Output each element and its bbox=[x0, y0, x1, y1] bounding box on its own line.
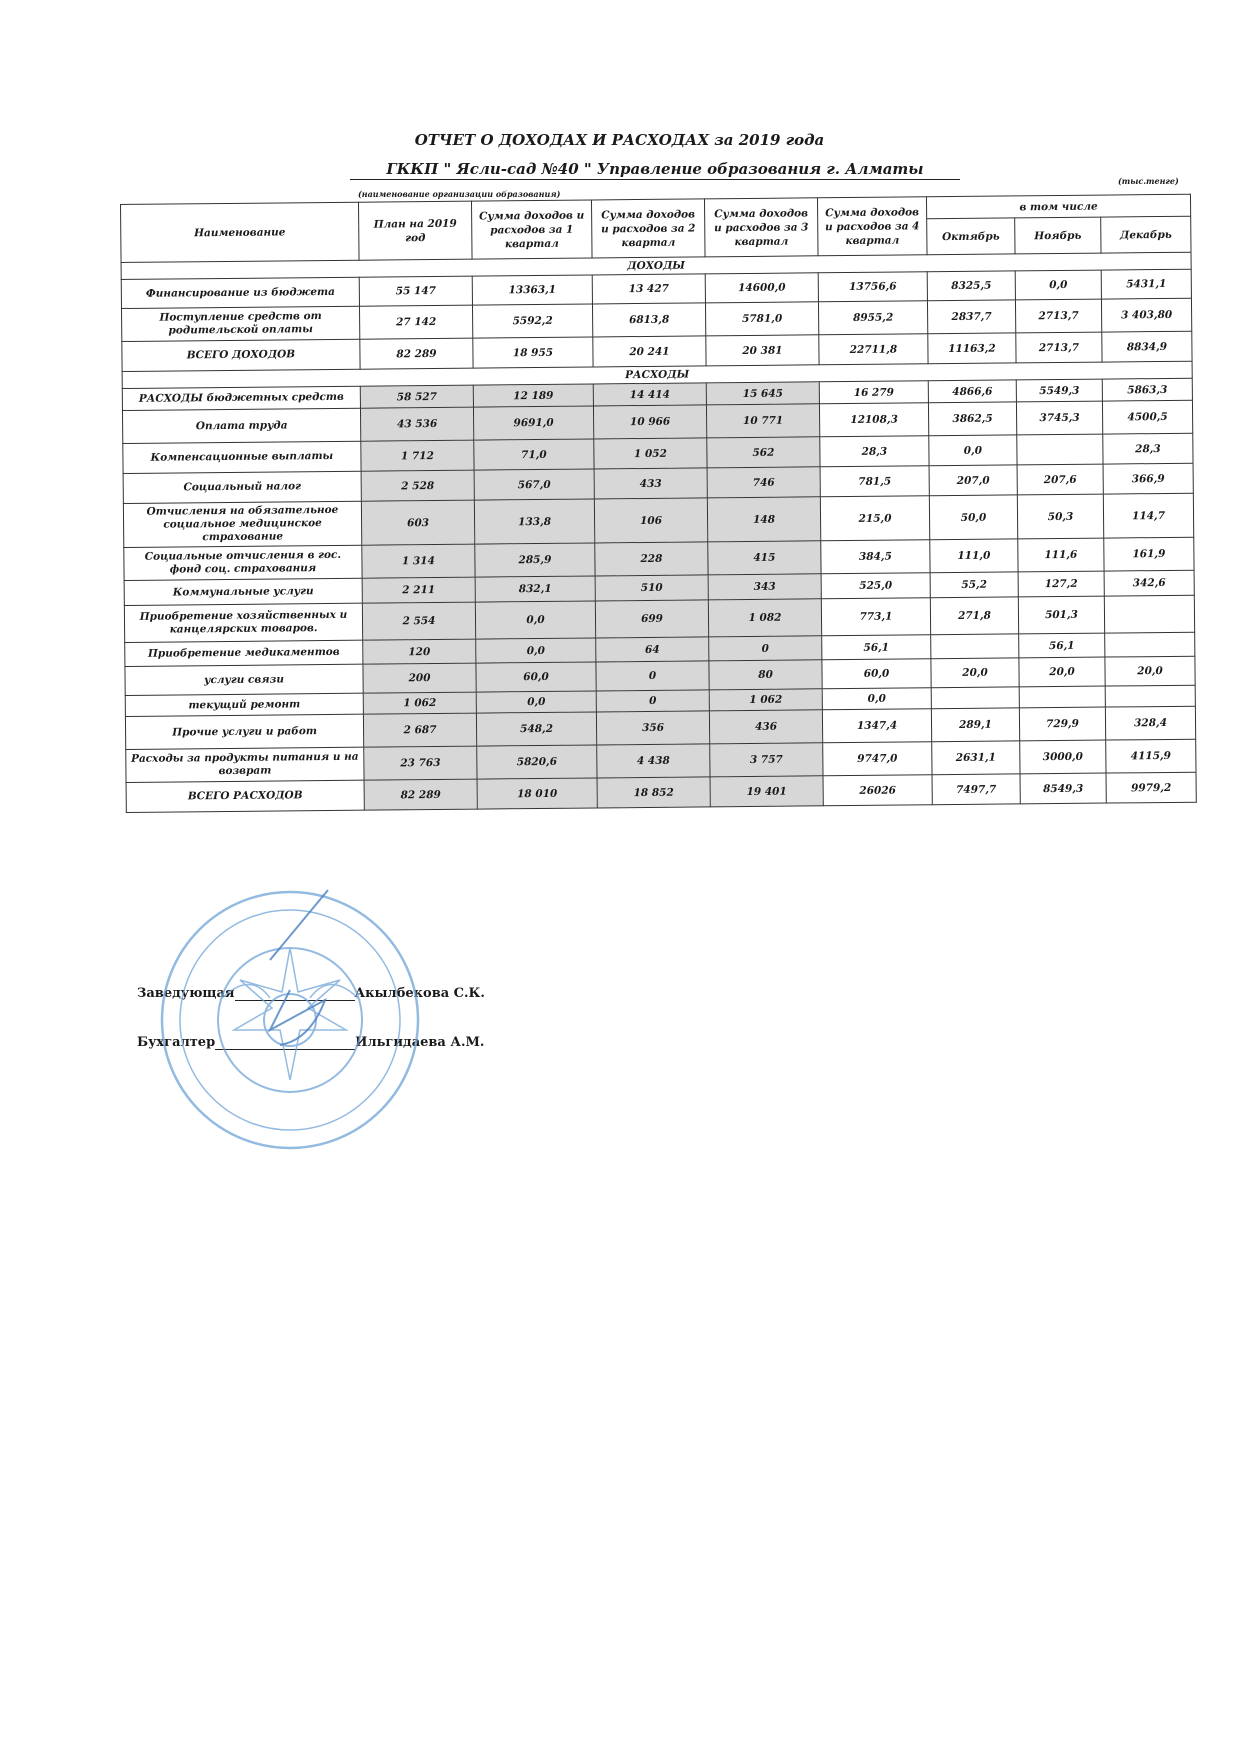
expense-cell: 603 bbox=[361, 500, 474, 545]
expense-cell: 562 bbox=[707, 437, 820, 468]
organization-name: ГККП " Ясли-сад №40 " Управление образования г. Алматы bbox=[350, 160, 960, 180]
expense-cell: 746 bbox=[707, 467, 820, 498]
income-expense-table bbox=[120, 194, 1197, 813]
expense-cell: 356 bbox=[596, 711, 709, 745]
expense-row-label: Оплата труда bbox=[122, 408, 360, 443]
expense-cell: 9979,2 bbox=[1106, 772, 1196, 803]
expense-cell: 4500,5 bbox=[1102, 400, 1192, 434]
income-cell: 13363,1 bbox=[472, 275, 592, 305]
expense-cell bbox=[931, 687, 1019, 709]
income-row-label: Финансирование из бюджета bbox=[121, 277, 359, 308]
income-cell: 20 381 bbox=[706, 335, 819, 366]
income-cell: 22711,8 bbox=[819, 334, 928, 365]
expense-row-label: Расходы за продукты питания и на возврат bbox=[126, 747, 364, 782]
header-name: Наименование bbox=[121, 202, 360, 262]
header-plan: План на 2019 год bbox=[358, 201, 472, 260]
income-cell: 27 142 bbox=[359, 305, 472, 339]
expense-cell: 773,1 bbox=[821, 598, 930, 636]
expense-cell: 161,9 bbox=[1104, 537, 1194, 571]
expense-row-label: Отчисления на обязательное социальное медицинское страхование bbox=[123, 501, 361, 547]
expense-cell: 343 bbox=[708, 574, 821, 600]
income-cell: 82 289 bbox=[360, 338, 473, 369]
income-cell: 8955,2 bbox=[818, 301, 927, 335]
expense-cell: 148 bbox=[707, 497, 820, 542]
expense-cell: 200 bbox=[363, 663, 476, 693]
expense-cell: 415 bbox=[708, 541, 821, 575]
expense-cell bbox=[1104, 595, 1194, 633]
expense-row-label: РАСХОДЫ бюджетных средств bbox=[122, 386, 360, 410]
header-november: Ноябрь bbox=[1015, 217, 1101, 254]
expense-row-label: услуги связи bbox=[125, 664, 363, 695]
expense-cell: 215,0 bbox=[820, 496, 929, 541]
expense-cell: 19 401 bbox=[710, 776, 823, 807]
units-label: (тыс.тенге) bbox=[1118, 176, 1179, 186]
expense-cell: 0,0 bbox=[476, 638, 596, 663]
expense-cell: 120 bbox=[363, 639, 476, 664]
income-cell: 13756,6 bbox=[818, 272, 927, 302]
expense-cell: 0,0 bbox=[822, 688, 931, 710]
expense-cell: 9691,0 bbox=[473, 406, 593, 440]
expense-cell: 2 554 bbox=[362, 602, 475, 640]
expense-cell: 12 189 bbox=[473, 384, 593, 407]
expense-cell: 1 314 bbox=[362, 544, 475, 578]
head-name: Акылбекова С.К. bbox=[354, 986, 485, 1001]
expense-cell: 55,2 bbox=[930, 572, 1018, 598]
expense-cell: 8549,3 bbox=[1020, 773, 1106, 804]
expense-cell: 111,6 bbox=[1018, 538, 1104, 572]
header-including: в том числе bbox=[926, 194, 1190, 219]
expense-cell: 7497,7 bbox=[932, 774, 1020, 805]
expense-cell: 366,9 bbox=[1103, 463, 1193, 494]
official-seal bbox=[150, 880, 430, 1160]
expense-cell: 127,2 bbox=[1018, 571, 1104, 597]
expense-cell: 0,0 bbox=[929, 435, 1017, 466]
expense-row-label: Коммунальные услуги bbox=[124, 578, 362, 605]
expense-cell: 0 bbox=[596, 661, 709, 691]
expense-cell: 56,1 bbox=[1019, 633, 1105, 658]
expense-cell: 14 414 bbox=[593, 383, 706, 406]
income-cell: 55 147 bbox=[359, 276, 472, 306]
expense-cell: 60,0 bbox=[476, 662, 596, 692]
expense-cell: 4866,6 bbox=[928, 380, 1016, 403]
expense-cell: 501,3 bbox=[1018, 596, 1104, 634]
section-expense: РАСХОДЫ bbox=[122, 361, 1192, 388]
income-cell: 11163,2 bbox=[928, 333, 1016, 364]
expense-cell: 26026 bbox=[823, 775, 932, 806]
expense-cell: 5820,6 bbox=[477, 745, 597, 779]
expense-cell: 71,0 bbox=[474, 439, 594, 470]
expense-row-label: Приобретение хозяйственных и канцелярских товаров. bbox=[124, 603, 362, 642]
expense-cell: 15 645 bbox=[706, 382, 819, 405]
report-title: ОТЧЕТ О ДОХОДАХ И РАСХОДАХ за 2019 года bbox=[414, 131, 825, 149]
income-row-label: ВСЕГО ДОХОДОВ bbox=[122, 339, 360, 371]
expense-cell: 5549,3 bbox=[1016, 379, 1102, 402]
expense-cell: 58 527 bbox=[360, 385, 473, 408]
expense-cell: 342,6 bbox=[1104, 570, 1194, 596]
expense-cell: 1 082 bbox=[708, 599, 821, 637]
income-cell: 14600,0 bbox=[705, 273, 818, 303]
expense-cell: 43 536 bbox=[360, 407, 473, 441]
expense-cell: 111,0 bbox=[930, 539, 1018, 573]
expense-cell: 28,3 bbox=[820, 436, 929, 467]
expense-cell: 525,0 bbox=[821, 573, 930, 599]
header-october: Октябрь bbox=[927, 218, 1015, 255]
expense-cell: 548,2 bbox=[476, 712, 596, 746]
expense-cell: 0,0 bbox=[475, 601, 595, 639]
expense-cell: 0 bbox=[596, 690, 709, 712]
expense-cell: 23 763 bbox=[364, 746, 477, 780]
expense-row-label: Социальный налог bbox=[123, 471, 361, 503]
expense-cell: 2 528 bbox=[361, 470, 474, 501]
expense-row-label: Социальные отчисления в гос. фонд соц. страхования bbox=[124, 545, 362, 580]
expense-cell: 436 bbox=[709, 710, 822, 744]
expense-row-label: ВСЕГО РАСХОДОВ bbox=[126, 780, 364, 812]
expense-row-label: Приобретение медикаментов bbox=[125, 640, 363, 666]
expense-cell: 1 062 bbox=[709, 689, 822, 711]
expense-cell: 1 712 bbox=[361, 440, 474, 471]
header-q3: Сумма доходов и расходов за 3 квартал bbox=[704, 198, 818, 257]
expense-cell: 50,0 bbox=[929, 495, 1017, 540]
income-cell: 2713,7 bbox=[1016, 332, 1102, 363]
accountant-name: Ильгидаева А.М. bbox=[355, 1035, 485, 1050]
expense-cell: 4115,9 bbox=[1106, 739, 1196, 773]
expense-cell: 2 211 bbox=[362, 577, 475, 603]
income-cell: 8325,5 bbox=[927, 271, 1015, 301]
expense-row-label: Компенсационные выплаты bbox=[123, 441, 361, 473]
expense-cell: 50,3 bbox=[1017, 494, 1103, 539]
expense-cell: 80 bbox=[709, 660, 822, 690]
income-cell: 2837,7 bbox=[927, 300, 1015, 334]
expense-cell: 3000,0 bbox=[1020, 740, 1106, 774]
expense-cell: 64 bbox=[596, 637, 709, 662]
expense-cell: 56,1 bbox=[822, 635, 931, 660]
expense-cell: 82 289 bbox=[364, 779, 477, 810]
header-q2: Сумма доходов и расходов за 2 квартал bbox=[591, 199, 705, 258]
expense-cell: 729,9 bbox=[1019, 707, 1105, 741]
expense-cell: 60,0 bbox=[822, 659, 931, 689]
expense-cell: 18 852 bbox=[597, 777, 710, 808]
expense-cell: 228 bbox=[595, 542, 708, 576]
expense-cell: 289,1 bbox=[931, 708, 1019, 742]
income-cell: 6813,8 bbox=[592, 303, 705, 337]
section-income: ДОХОДЫ bbox=[121, 252, 1191, 279]
expense-cell: 832,1 bbox=[475, 576, 595, 602]
income-cell: 13 427 bbox=[592, 274, 705, 304]
header-q4: Сумма доходов и расходов за 4 квартал bbox=[817, 197, 927, 256]
header-q1: Сумма доходов и расходов за 1 квартал bbox=[471, 200, 592, 259]
expense-cell: 271,8 bbox=[930, 597, 1018, 635]
expense-cell: 207,0 bbox=[929, 465, 1017, 496]
expense-cell: 285,9 bbox=[475, 543, 595, 577]
expense-cell bbox=[1105, 632, 1195, 657]
expense-cell: 9747,0 bbox=[823, 742, 932, 776]
income-cell: 5592,2 bbox=[472, 304, 592, 338]
expense-cell: 1347,4 bbox=[822, 709, 931, 743]
expense-cell: 510 bbox=[595, 575, 708, 601]
expense-cell: 433 bbox=[594, 468, 707, 499]
expense-cell: 28,3 bbox=[1103, 433, 1193, 464]
expense-cell: 781,5 bbox=[820, 466, 929, 497]
expense-cell: 0,0 bbox=[476, 691, 596, 713]
expense-row-label: текущий ремонт bbox=[125, 693, 363, 716]
expense-cell bbox=[1017, 434, 1103, 465]
expense-cell: 0 bbox=[709, 636, 822, 661]
expense-cell: 3 757 bbox=[710, 743, 823, 777]
expense-cell: 2631,1 bbox=[932, 741, 1020, 775]
expense-cell: 567,0 bbox=[474, 469, 594, 500]
expense-cell: 106 bbox=[594, 498, 707, 543]
expense-cell: 20,0 bbox=[931, 658, 1019, 688]
expense-row-label: Прочие услуги и работ bbox=[125, 714, 363, 749]
expense-cell: 3862,5 bbox=[928, 402, 1016, 436]
income-cell: 3 403,80 bbox=[1101, 298, 1191, 332]
expense-cell bbox=[1105, 685, 1195, 707]
expense-cell: 1 052 bbox=[594, 438, 707, 469]
income-cell: 20 241 bbox=[593, 336, 706, 367]
income-row-label: Поступление средств от родительской оплаты bbox=[122, 306, 360, 341]
expense-cell: 18 010 bbox=[477, 778, 597, 809]
expense-cell: 114,7 bbox=[1103, 493, 1193, 538]
expense-cell: 20,0 bbox=[1019, 657, 1105, 687]
expense-cell: 207,6 bbox=[1017, 464, 1103, 495]
income-cell: 0,0 bbox=[1015, 270, 1101, 300]
expense-cell: 10 966 bbox=[593, 405, 706, 439]
income-cell: 2713,7 bbox=[1015, 299, 1101, 333]
expense-cell bbox=[1019, 686, 1105, 708]
accountant-label: Бухгалтер bbox=[137, 1035, 216, 1050]
expense-cell: 16 279 bbox=[819, 381, 928, 404]
expense-cell: 5863,3 bbox=[1102, 378, 1192, 401]
organization-caption: (наименование организации образования) bbox=[358, 189, 561, 199]
income-cell: 5781,0 bbox=[705, 302, 818, 336]
expense-cell: 699 bbox=[595, 600, 708, 638]
expense-cell: 10 771 bbox=[706, 404, 819, 438]
expense-cell: 1 062 bbox=[363, 692, 476, 714]
head-label: Заведующая bbox=[137, 986, 235, 1001]
income-cell: 8834,9 bbox=[1102, 331, 1192, 362]
expense-cell: 20,0 bbox=[1105, 656, 1195, 686]
expense-cell: 12108,3 bbox=[819, 403, 928, 437]
expense-cell: 384,5 bbox=[821, 540, 930, 574]
expense-cell: 2 687 bbox=[363, 713, 476, 747]
expense-cell: 133,8 bbox=[474, 499, 594, 544]
income-cell: 18 955 bbox=[473, 337, 593, 368]
expense-cell: 4 438 bbox=[597, 744, 710, 778]
expense-cell bbox=[931, 634, 1019, 659]
income-cell: 5431,1 bbox=[1101, 269, 1191, 299]
expense-cell: 3745,3 bbox=[1016, 401, 1102, 435]
expense-cell: 328,4 bbox=[1105, 706, 1195, 740]
header-december: Декабрь bbox=[1101, 216, 1191, 253]
